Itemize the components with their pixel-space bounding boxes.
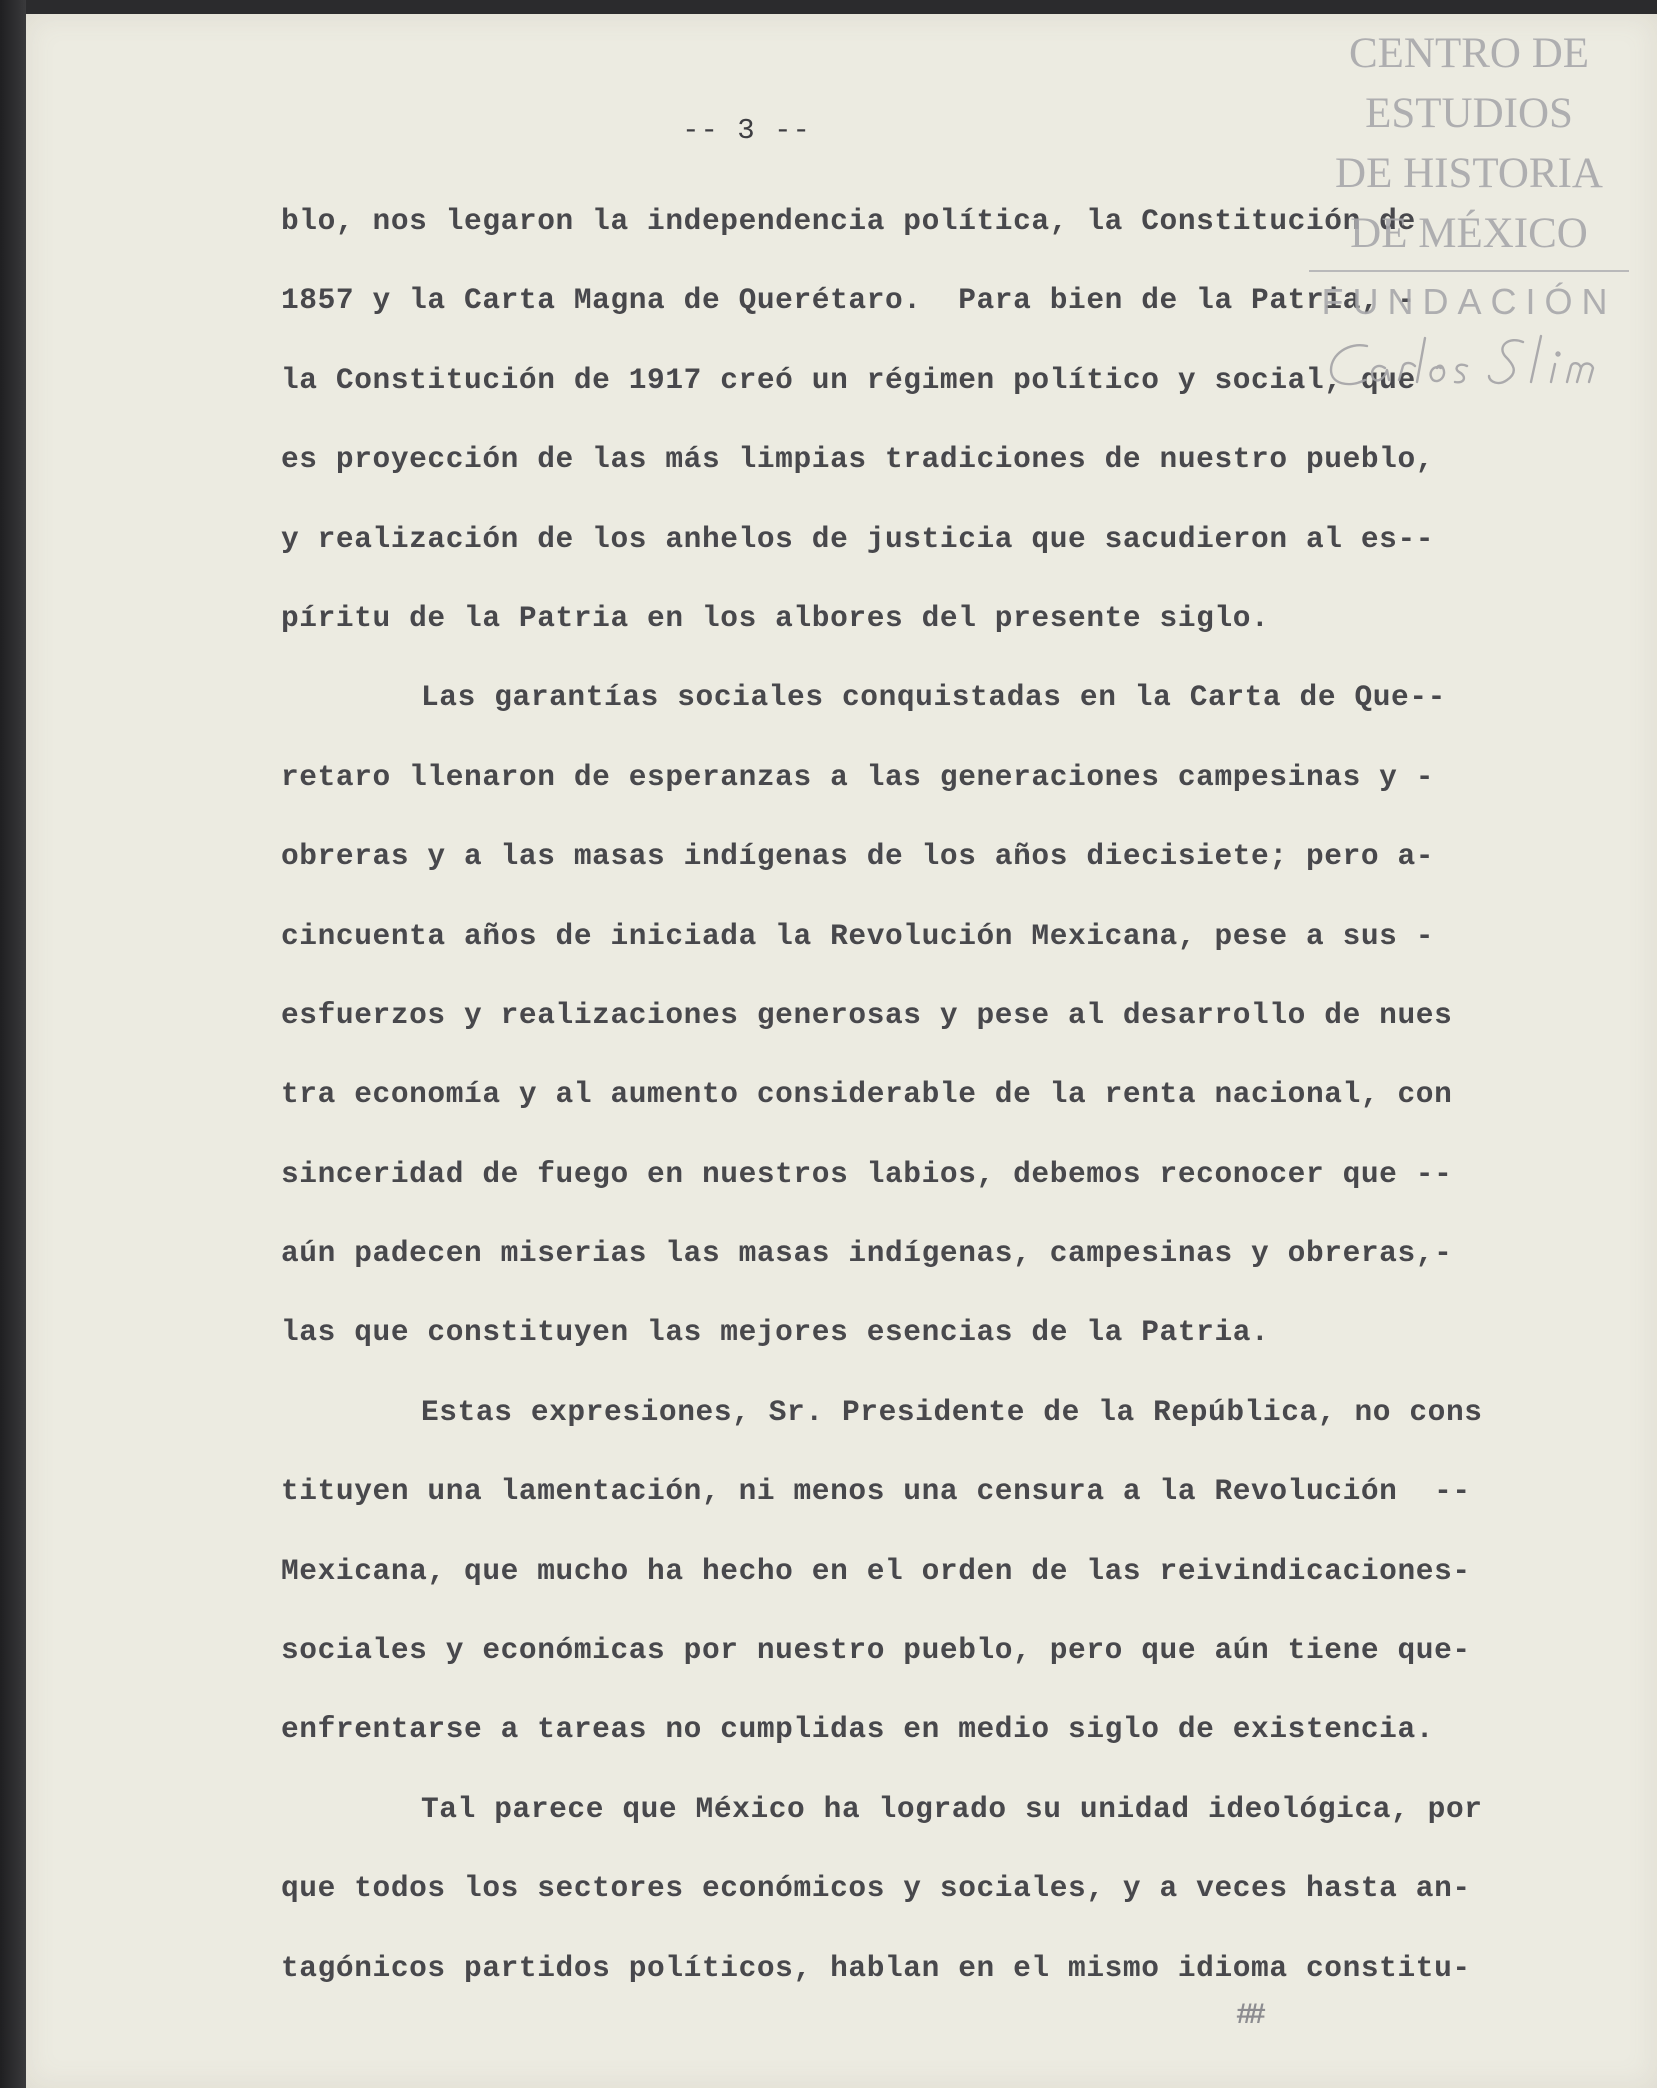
text-line: 1857 y la Carta Magna de Querétaro. Para bien de la Patria, -: [281, 283, 1416, 318]
signature-logo: [1299, 328, 1639, 398]
text-line: enfrentarse a tareas no cumplidas en medio siglo de existencia.: [281, 1712, 1435, 1747]
archive-watermark: [1299, 24, 1639, 398]
scan-edge-shadow: [0, 0, 26, 2088]
text-line: tituyen una lamentación, ni menos una censura a la Revolución --: [281, 1474, 1471, 1509]
paragraph-first-line: Tal parece que México ha logrado su unidad ideológica, por: [421, 1791, 1483, 1826]
signature-icon: [1309, 328, 1629, 398]
text-line: tagónicos partidos políticos, hablan en el mismo idioma constitu-: [281, 1950, 1471, 1985]
document-page: [26, 14, 1657, 2088]
watermark-fundacion: FUNDACIÓN: [1321, 281, 1617, 322]
end-mark: ##: [1236, 1999, 1261, 2033]
text-line: retaro llenaron de esperanzas a las generaciones campesinas y -: [281, 759, 1435, 794]
text-line: es proyección de las más limpias tradiciones de nuestro pueblo,: [281, 442, 1435, 477]
paragraph-first-line: Las garantías sociales conquistadas en la Carta de Que--: [421, 680, 1446, 715]
watermark-line: ESTUDIOS: [1365, 90, 1573, 137]
text-line: esfuerzos y realizaciones generosas y pese al desarrollo de nues: [281, 997, 1453, 1032]
watermark-line: DE MÉXICO: [1350, 210, 1588, 257]
text-line: sociales y económicas por nuestro pueblo, pero que aún tiene que-: [281, 1633, 1471, 1668]
watermark-line: CENTRO DE: [1348, 30, 1590, 77]
document-body: [281, 182, 1601, 2008]
text-line: píritu de la Patria en los albores del presente siglo.: [281, 600, 1270, 635]
text-line: Mexicana, que mucho ha hecho en el orden de las reivindicaciones-: [281, 1553, 1471, 1588]
text-line: la Constitución de 1917 creó un régimen político y social, que: [281, 362, 1416, 397]
text-line: aún padecen miserias las masas indígenas, campesinas y obreras,-: [281, 1236, 1453, 1271]
text-line: obreras y a las masas indígenas de los años diecisiete; pero a-: [281, 839, 1435, 874]
text-line: cincuenta años de iniciada la Revolución Mexicana, pese a sus -: [281, 918, 1435, 953]
text-line: tra economía y al aumento considerable de la renta nacional, con: [281, 1077, 1453, 1112]
text-line: sinceridad de fuego en nuestros labios, debemos reconocer que --: [281, 1156, 1453, 1191]
watermark-line: DE HISTORIA: [1335, 150, 1603, 197]
text-line: que todos los sectores económicos y sociales, y a veces hasta an-: [281, 1871, 1471, 1906]
text-line: las que constituyen las mejores esencias de la Patria.: [281, 1315, 1270, 1350]
paragraph-first-line: Estas expresiones, Sr. Presidente de la República, no cons: [421, 1394, 1483, 1429]
watermark-institution: [1299, 24, 1639, 264]
text-line: blo, nos legaron la independencia política, la Constitución de: [281, 204, 1416, 238]
text-line: y realización de los anhelos de justicia que sacudieron al es--: [281, 521, 1435, 556]
page-number: -- 3 --: [682, 114, 811, 147]
watermark-divider: [1309, 270, 1629, 272]
